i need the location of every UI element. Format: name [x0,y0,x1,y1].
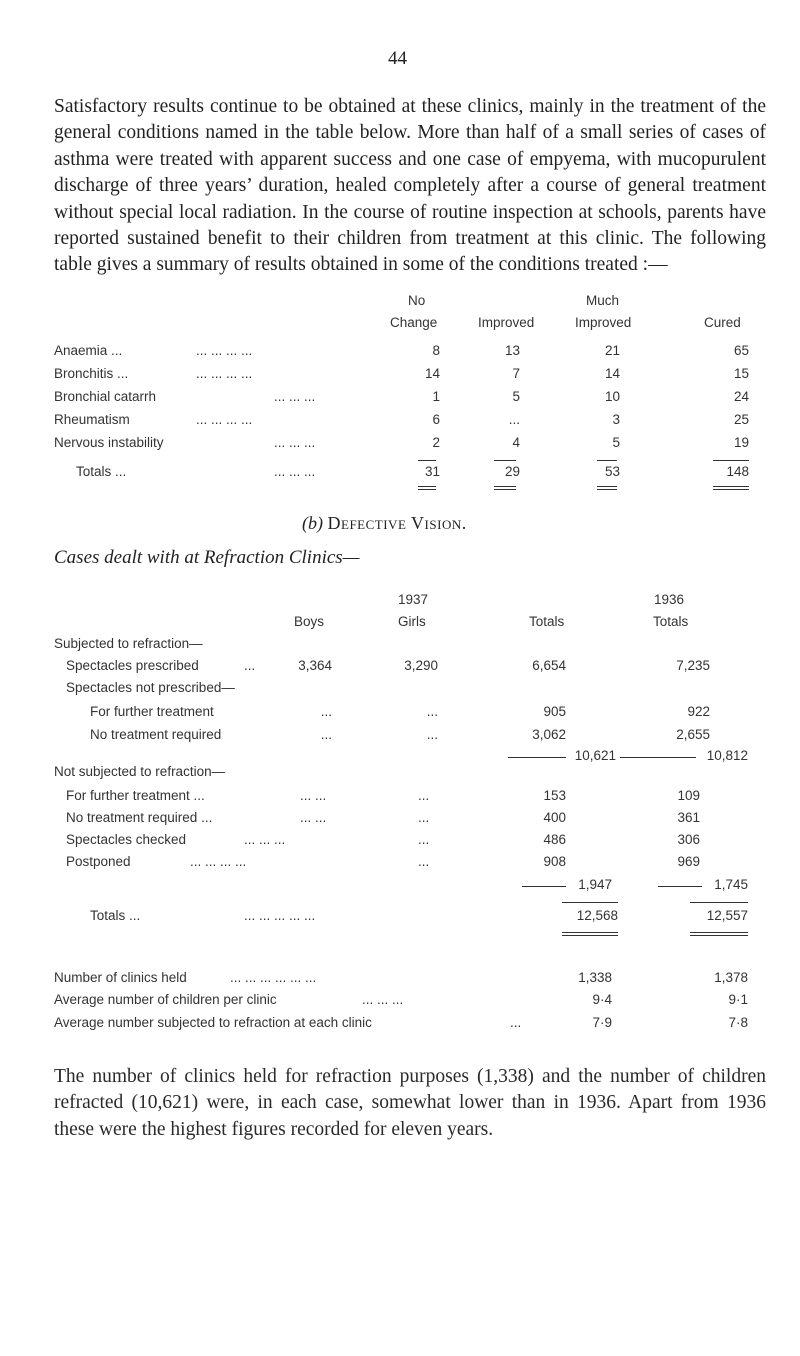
col-boys: Boys [294,614,325,629]
intro-paragraph: Satisfactory results continue to be obtained at these clinics, mainly in the treatment of the general conditions named in the table below. More than half of a small series of cases of asthma were treated with apparent success and one case of empyema, with mucopurulent discharge of three years’ duration, healed completely after a course of general treatment without special local radiation. In the course of routine inspection at schools, parents have reported sustained benefit to their children from treatment at this clinic. The following table gives a summary of results obtained in some of the conditions treated :— [54,96,766,276]
cell-no-change: 6 [432,412,440,427]
cell-no-change: 14 [424,366,440,381]
row-leaders: ... ... ... ... [196,412,253,427]
cell-girls: 3,290 [404,658,438,673]
grand-total-rule [562,902,618,903]
cell-no-change: 8 [432,343,440,358]
section-heading [302,513,467,534]
totals-label: Totals ... [76,464,127,479]
stat-value-1936: 9·1 [728,992,748,1007]
total-rule [597,460,617,461]
cell-girls: ... [426,704,438,719]
subtotal-not-subjected-1936: 1,745 [714,877,748,892]
cell-totals: 400 [543,810,566,825]
row-label-bronchitis: Bronchitis ... [54,366,129,381]
cell-totals: 908 [543,854,566,869]
stat-value-1937: 9·4 [592,992,612,1007]
row-label: For further treatment ... [66,788,205,803]
subtitle: Cases dealt with at Refraction Clinics— [54,547,360,568]
total-much-improved: 53 [604,464,620,479]
row-leaders: ... [418,788,430,803]
total-double-rule [597,486,617,490]
row-label: Spectacles checked [66,832,187,847]
stat-label: Average number subjected to refraction at each clinic [54,1015,372,1030]
row-label-anaemia: Anaemia ... [54,343,123,358]
cell-totals: 6,654 [532,658,566,673]
cell-improved: 13 [504,343,520,358]
stat-label: Number of clinics held [54,970,187,985]
total-double-rule [494,486,516,490]
cell-much-improved: 21 [604,343,620,358]
spectacles-not-prescribed-heading: Spectacles not prescribed— [66,680,235,695]
row-leaders: ... ... [300,788,327,803]
total-cured: 148 [726,464,749,479]
cell-boys: 3,364 [298,658,332,673]
cell-no-change: 1 [432,389,440,404]
cell-improved: 5 [512,389,520,404]
cell-totals-1936: 2,655 [676,727,710,742]
cell-cured: 25 [733,412,749,427]
cell-totals-1936: 306 [677,832,700,847]
stat-value-1937: 7·9 [592,1015,612,1030]
row-label-bronchial-catarrh: Bronchial catarrh [54,389,157,404]
row-leaders: ... ... ... [244,832,286,847]
page-number: 44 [388,48,407,69]
section-letter: (b) [302,513,323,533]
grand-total: 12,568 [576,908,618,923]
row-leaders: ... ... ... ... [196,366,253,381]
cell-improved: 7 [512,366,520,381]
row-leaders: ... ... ... ... [196,343,253,358]
stat-leaders: ... ... ... [362,992,404,1007]
grand-total-rule [690,902,748,903]
year-1937: 1937 [398,592,429,607]
spectacles-prescribed-label: Spectacles prescribed [66,658,199,673]
row-label-nervous-instability: Nervous instability [54,435,164,450]
row-label: No treatment required ... [66,810,213,825]
grand-total-double-rule [690,932,748,936]
row-leaders: ... ... [300,810,327,825]
cell-totals: 153 [543,788,566,803]
row-leaders: ... ... ... [274,435,316,450]
cell-totals: 486 [543,832,566,847]
closing-paragraph: The number of clinics held for refraction purposes (1,338) and the number of children refracted (10,621) were, in each case, somewhat lower than in 1936. Apart from 1936 these were the highest figures recorded for eleven years. [54,1066,766,1140]
row-label-rheumatism: Rheumatism [54,412,130,427]
header-no-change-1: No [408,293,426,308]
no-treatment-label: No treatment required [90,727,222,742]
header-improved: Improved [478,315,535,330]
stat-value-1937: 1,338 [578,970,612,985]
row-leaders: ... ... ... [274,389,316,404]
stat-value-1936: 7·8 [728,1015,748,1030]
cell-improved: ... [508,412,520,427]
stat-leaders: ... ... ... ... ... ... [230,970,317,985]
subtotal-leader-rule [658,886,702,887]
cell-cured: 15 [733,366,749,381]
grand-total-leaders: ... ... ... ... ... [244,908,316,923]
cell-no-change: 2 [432,435,440,450]
subtotal-leader-rule [620,757,696,758]
stat-value-1936: 1,378 [714,970,748,985]
header-much-1: Much [586,293,620,308]
grand-total-double-rule [562,932,618,936]
cell-totals-1936: 361 [677,810,700,825]
cell-girls: ... [426,727,438,742]
cell-boys: ... [320,704,332,719]
grand-total-1936: 12,557 [706,908,748,923]
grand-total-label: Totals ... [90,908,141,923]
total-rule [418,460,436,461]
row-leaders: ... [418,832,430,847]
cell-much-improved: 10 [604,389,620,404]
cell-much-improved: 5 [612,435,620,450]
cell-cured: 24 [733,389,749,404]
total-double-rule [713,486,749,490]
subtotal-not-subjected: 1,947 [578,877,612,892]
header-cured: Cured [704,315,741,330]
total-double-rule [418,486,436,490]
cell-totals-1936: 969 [677,854,700,869]
not-subjected-heading: Not subjected to refraction— [54,764,226,779]
stat-label: Average number of children per clinic [54,992,277,1007]
cell-totals-1936: 109 [677,788,700,803]
row-label: Postponed [66,854,131,869]
further-treatment-label: For further treatment [90,704,214,719]
cell-totals: 3,062 [532,727,566,742]
header-no-change-2: Change [390,315,438,330]
cell-boys: ... [320,727,332,742]
total-rule [713,460,749,461]
total-no-change: 31 [424,464,440,479]
cell-improved: 4 [512,435,520,450]
total-rule [494,460,516,461]
col-totals: Totals [529,614,565,629]
year-1936: 1936 [654,592,685,607]
cell-much-improved: 14 [604,366,620,381]
totals-leaders: ... ... ... [274,464,316,479]
subtotal-leader-rule [522,886,566,887]
subtotal-subjected-1936: 10,812 [706,748,748,763]
cell-cured: 19 [733,435,749,450]
subjected-heading: Subjected to refraction— [54,636,203,651]
col-totals-1936: Totals [653,614,689,629]
cell-totals-1936: 7,235 [676,658,710,673]
cell-totals-1936: 922 [687,704,710,719]
subtotal-leader-rule [508,757,566,758]
total-improved: 29 [504,464,520,479]
cell-totals: 905 [543,704,566,719]
section-title: Defective Vision. [327,513,467,533]
row-leaders: ... [418,810,430,825]
subtotal-subjected: 10,621 [574,748,616,763]
cell-much-improved: 3 [612,412,620,427]
row-leaders: ... ... ... ... [190,854,247,869]
cell-cured: 65 [733,343,749,358]
col-girls: Girls [398,614,426,629]
header-much-2: Improved [575,315,632,330]
row-leaders: ... [418,854,430,869]
row-leaders: ... [244,658,256,673]
stat-leaders: ... [510,1015,522,1030]
